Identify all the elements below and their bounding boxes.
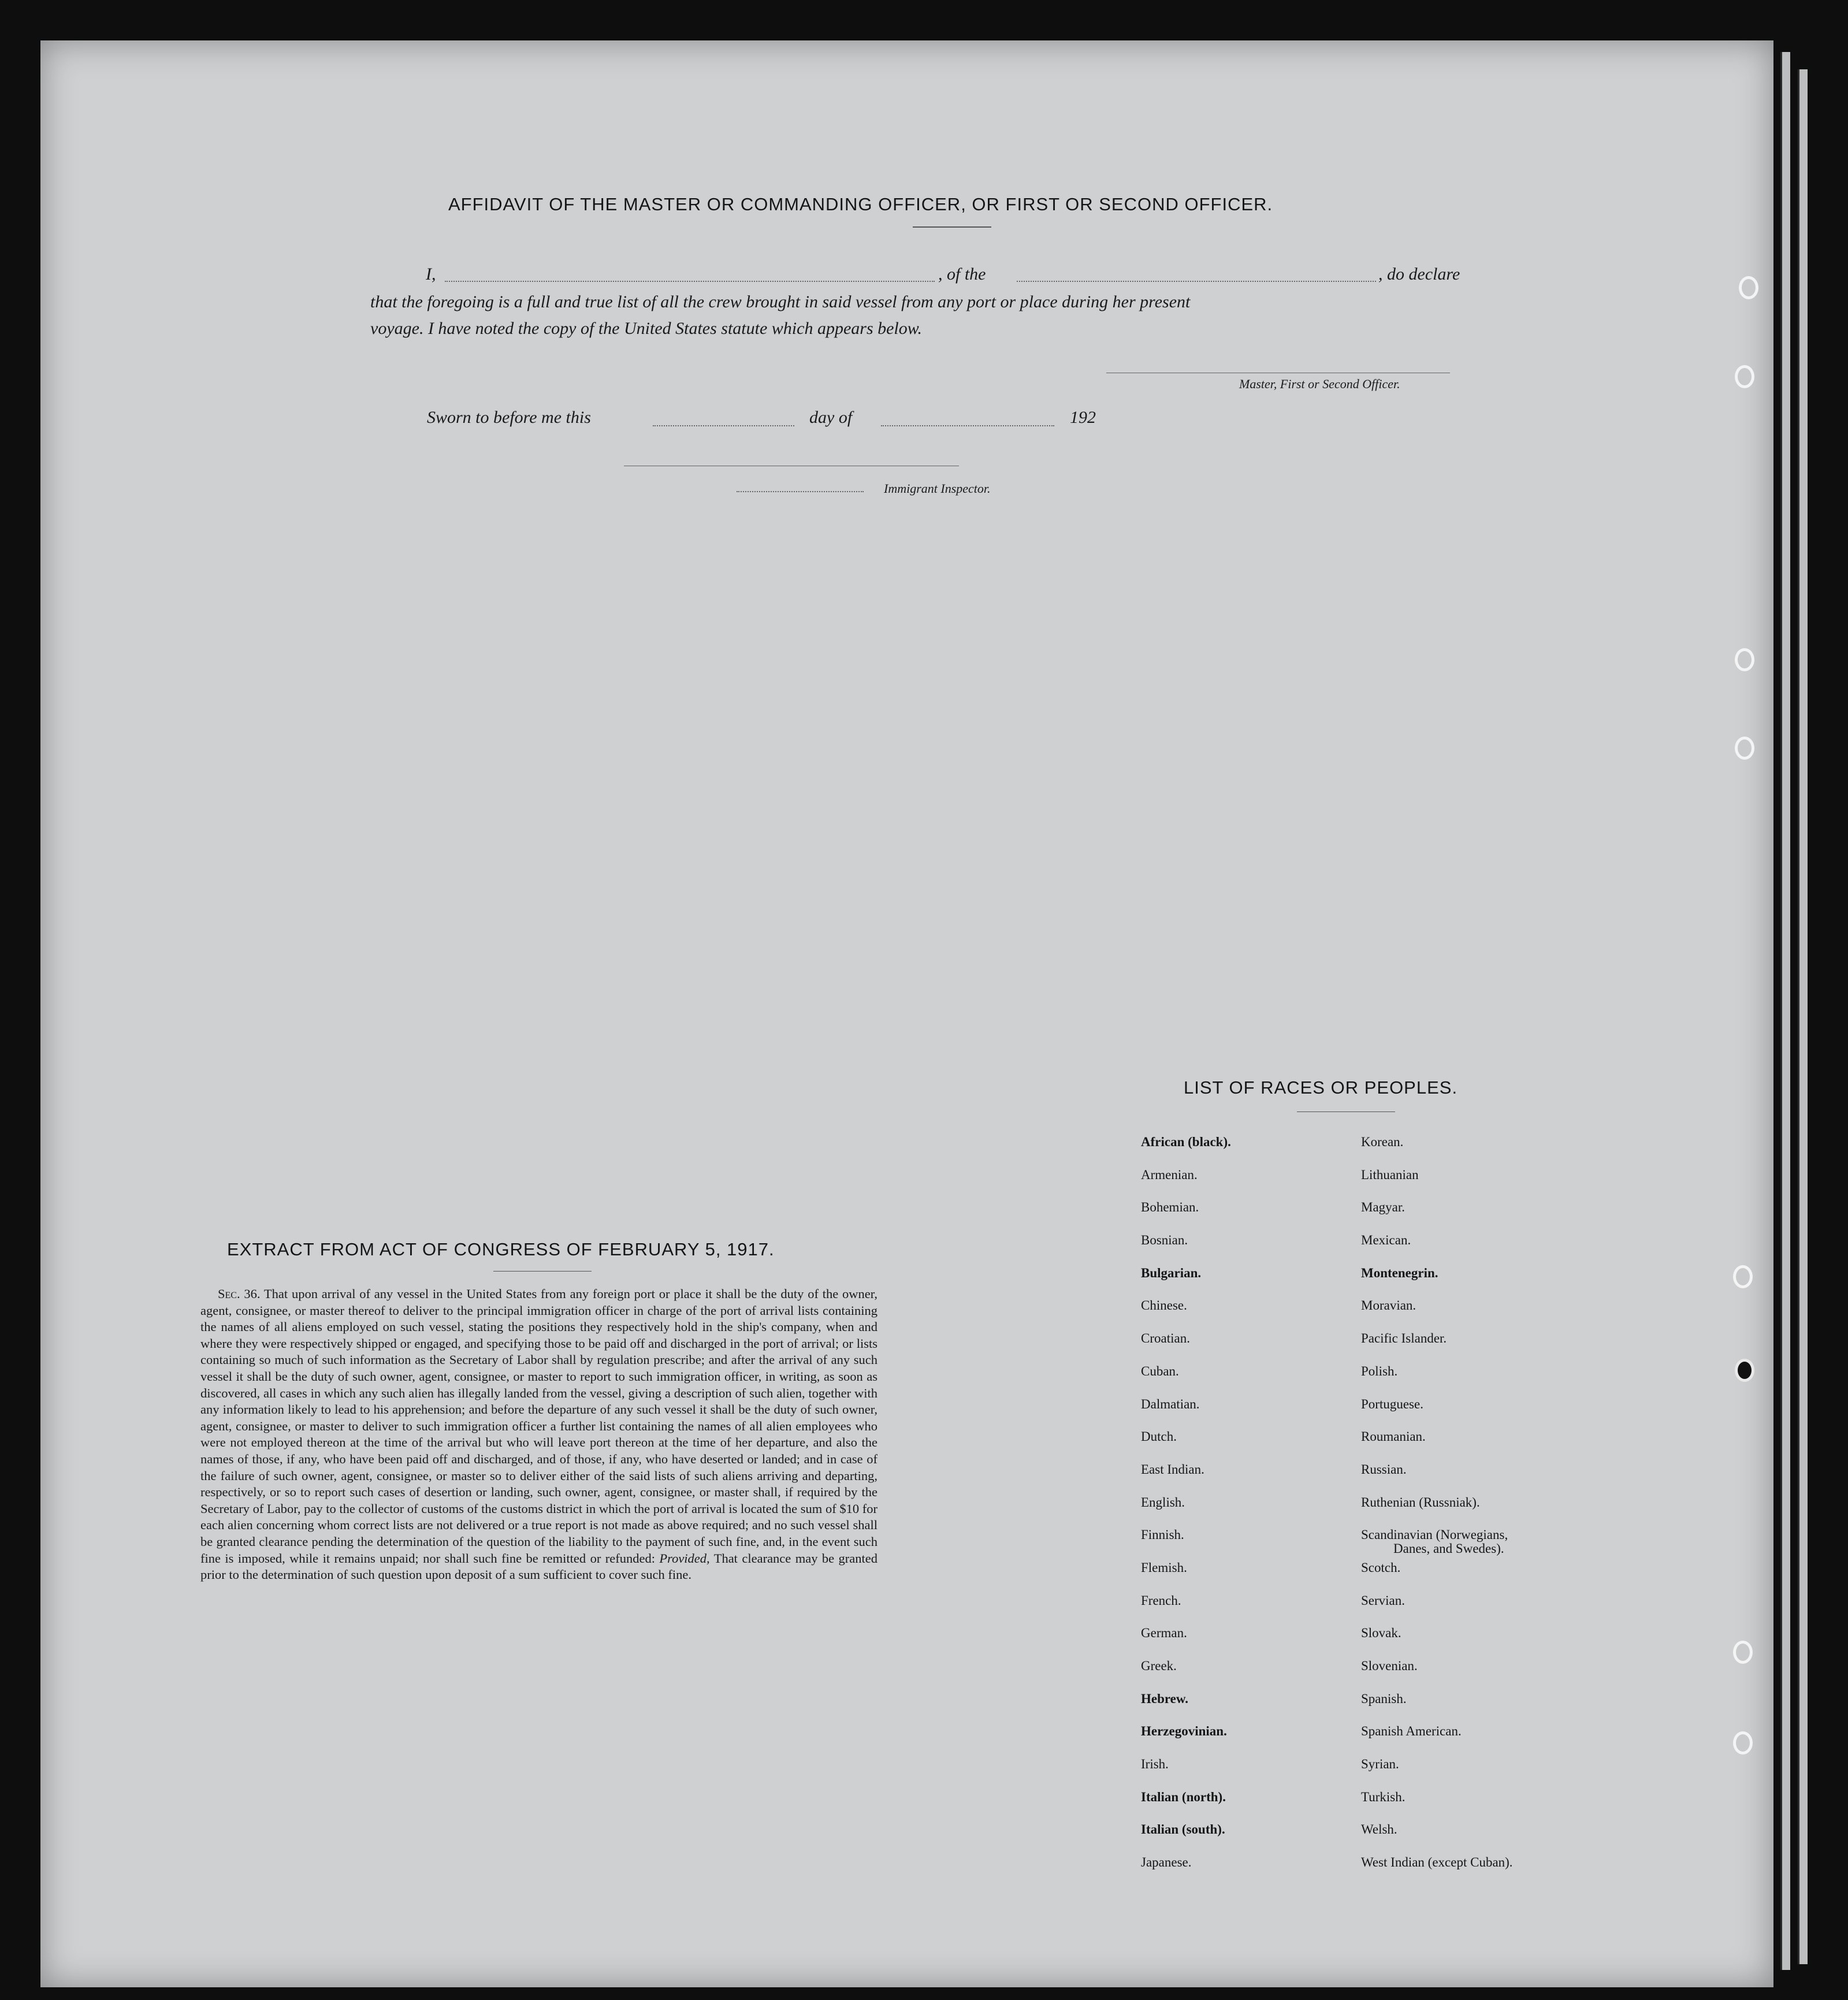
race-label: Scandinavian (Norwegians, bbox=[1361, 1527, 1508, 1542]
binder-hole bbox=[1733, 1731, 1753, 1754]
section-label: Sec. 36. bbox=[218, 1287, 261, 1301]
race-item bbox=[1141, 1823, 1231, 1856]
race-label: Spanish. bbox=[1361, 1691, 1407, 1706]
binder-hole bbox=[1733, 1265, 1753, 1288]
race-label: Magyar. bbox=[1361, 1200, 1405, 1215]
race-label: German. bbox=[1141, 1626, 1187, 1641]
race-label: Dutch. bbox=[1141, 1429, 1177, 1444]
extract-body bbox=[200, 1286, 877, 1583]
race-label: Bohemian. bbox=[1141, 1200, 1199, 1215]
race-item bbox=[1141, 1332, 1231, 1365]
race-item bbox=[1141, 1365, 1231, 1397]
race-label: Irish. bbox=[1141, 1757, 1169, 1772]
extract-body-part1: That upon arrival of any vessel in the United States from any foreign port or place it shall be the duty of the owner, agent, consignee, or master thereof to deliver to the principal immigration officer in charge of the port of arrival lists containing the names of all aliens employed on such vessel, stating the positions they respectively hold in the ship's company, when and where they were respectively shipped or engaged, and specifying those to be paid off and discharged in the port of arrival; or lists containing so much of such information as the Secretary of Labor shall by regulation prescribe; and after the arrival of any such vessel it shall be the duty of such owner, agent, consignee, or master to report to such immigration officer, in writing, as soon as discovered, all cases in which any such alien has illegally landed from the vessel, giving a description of such alien, together with any information likely to lead to his apprehension; and before the departure of any such vessel it shall be the duty of such owner, agent, consignee, or master to deliver to such immigration officer a further list containing the names of all alien employees who were not employed thereon at the time of the arrival but who will leave port thereon at the time of her departure, and also the names of those, if any, who have been paid off and discharged, and of those, if any, who have deserted or landed; and in case of the failure of such owner, agent, consignee, or master so to deliver either of the said lists of such aliens arriving and departing, respectively, or so to report such cases of desertion or landing, such owner, agent, consignee, or master shall, if required by the Secretary of Labor, pay to the collector of customs of the customs district in which the port of arrival is located the sum of $10 for each alien concerning whom correct lists are not delivered or a true report is not made as above required; and no such vessel shall be granted clearance pending the determination of the question of the liability to the payment of such fine, and, in the event such fine is imposed, while it remains unpaid; nor shall such fine be remitted or refunded: bbox=[200, 1287, 878, 1566]
inspector-caption: Immigrant Inspector. bbox=[884, 481, 991, 496]
race-label: Portuguese. bbox=[1361, 1396, 1423, 1411]
race-label: East Indian. bbox=[1141, 1462, 1204, 1477]
race-label: Flemish. bbox=[1141, 1560, 1187, 1575]
binder-hole bbox=[1735, 648, 1754, 671]
race-item bbox=[1361, 1561, 1513, 1594]
race-label: Mexican. bbox=[1361, 1233, 1411, 1248]
affidavit-of-the: , of the bbox=[938, 265, 986, 284]
race-item bbox=[1141, 1430, 1231, 1463]
race-item bbox=[1361, 1626, 1513, 1659]
sworn-day-blank bbox=[653, 425, 794, 426]
race-label: Japanese. bbox=[1141, 1855, 1192, 1870]
affidavit-heading: AFFIDAVIT OF THE MASTER OR COMMANDING OFFICER, OR FIRST OR SECOND OFFICER. bbox=[448, 194, 1273, 214]
race-label: Bulgarian. bbox=[1141, 1265, 1202, 1280]
race-label: Roumanian. bbox=[1361, 1429, 1426, 1444]
extract-heading-rule bbox=[493, 1271, 592, 1272]
binder-hole bbox=[1735, 1359, 1754, 1382]
race-item bbox=[1141, 1757, 1231, 1790]
binder-hole bbox=[1735, 737, 1754, 760]
race-item bbox=[1141, 1594, 1231, 1627]
race-label: Slovak. bbox=[1361, 1626, 1401, 1641]
vessel-blank bbox=[1017, 281, 1376, 282]
races-heading-rule bbox=[1297, 1111, 1395, 1112]
race-label: Syrian. bbox=[1361, 1757, 1399, 1772]
binder-hole bbox=[1739, 276, 1758, 299]
race-label: French. bbox=[1141, 1593, 1181, 1608]
race-label: Russian. bbox=[1361, 1462, 1407, 1477]
race-label: Turkish. bbox=[1361, 1789, 1405, 1804]
race-item bbox=[1141, 1463, 1231, 1496]
signature-caption: Master, First or Second Officer. bbox=[1239, 377, 1400, 391]
race-item bbox=[1141, 1626, 1231, 1659]
race-label: Cuban. bbox=[1141, 1363, 1179, 1378]
page-edge bbox=[1780, 52, 1790, 1970]
race-label: Montenegrin. bbox=[1361, 1265, 1438, 1280]
race-item bbox=[1361, 1397, 1513, 1430]
race-label: Spanish American. bbox=[1361, 1724, 1462, 1739]
race-label: Armenian. bbox=[1141, 1167, 1198, 1182]
affidavit-line-2: that the foregoing is a full and true list of all the crew brought in said vessel from any port or place during her present bbox=[370, 292, 1191, 311]
race-item bbox=[1361, 1496, 1513, 1529]
race-item bbox=[1361, 1724, 1513, 1757]
sworn-month-blank bbox=[881, 425, 1054, 426]
race-item bbox=[1141, 1496, 1231, 1529]
race-item bbox=[1361, 1365, 1513, 1397]
sworn-text: Sworn to before me this bbox=[427, 408, 591, 427]
race-item bbox=[1141, 1692, 1231, 1725]
race-item bbox=[1361, 1168, 1513, 1201]
race-label: Servian. bbox=[1361, 1593, 1405, 1608]
race-item bbox=[1141, 1397, 1231, 1430]
race-label: Italian (south). bbox=[1141, 1822, 1225, 1837]
race-label: Italian (north). bbox=[1141, 1789, 1226, 1804]
race-label: Slovenian. bbox=[1361, 1659, 1418, 1673]
affidavit-do-declare: , do declare bbox=[1378, 265, 1460, 284]
races-heading: LIST OF RACES OR PEOPLES. bbox=[1184, 1077, 1458, 1098]
extract-heading: EXTRACT FROM ACT OF CONGRESS OF FEBRUARY 5, 1917. bbox=[227, 1239, 775, 1259]
race-item bbox=[1361, 1299, 1513, 1332]
day-of-text: day of bbox=[809, 408, 853, 427]
page-edge bbox=[1798, 69, 1808, 1964]
heading-rule bbox=[913, 226, 991, 228]
race-label: Herzegovinian. bbox=[1141, 1724, 1227, 1739]
race-item bbox=[1141, 1790, 1231, 1823]
race-label-continued: Danes, and Swedes). bbox=[1393, 1541, 1504, 1556]
provided-word: Provided, bbox=[659, 1551, 710, 1566]
affidavit-line-3: voyage. I have noted the copy of the United States statute which appears below. bbox=[370, 319, 923, 338]
binder-hole bbox=[1733, 1641, 1753, 1664]
race-item bbox=[1361, 1200, 1513, 1233]
race-item bbox=[1361, 1135, 1513, 1168]
race-item bbox=[1141, 1856, 1231, 1889]
races-left-column bbox=[1141, 1135, 1231, 1889]
race-label: Moravian. bbox=[1361, 1298, 1416, 1313]
race-label: Greek. bbox=[1141, 1659, 1177, 1673]
race-item bbox=[1141, 1561, 1231, 1594]
race-item bbox=[1361, 1594, 1513, 1627]
race-label: Polish. bbox=[1361, 1363, 1398, 1378]
race-item bbox=[1361, 1266, 1513, 1299]
extract-body-part2: That clearance may be granted prior to the determination of such question upon deposit of a sum sufficient to cover such fine. bbox=[200, 1551, 878, 1582]
race-item bbox=[1361, 1659, 1513, 1692]
race-label: Hebrew. bbox=[1141, 1691, 1188, 1706]
race-item bbox=[1141, 1200, 1231, 1233]
race-item bbox=[1141, 1266, 1231, 1299]
race-label: Pacific Islander. bbox=[1361, 1331, 1447, 1346]
race-item bbox=[1141, 1233, 1231, 1266]
race-item bbox=[1361, 1757, 1513, 1790]
race-item bbox=[1141, 1135, 1231, 1168]
race-label: English. bbox=[1141, 1495, 1185, 1510]
race-label: Dalmatian. bbox=[1141, 1396, 1200, 1411]
race-item bbox=[1141, 1724, 1231, 1757]
race-item bbox=[1361, 1430, 1513, 1463]
race-item bbox=[1361, 1790, 1513, 1823]
race-item bbox=[1361, 1528, 1513, 1561]
race-item bbox=[1361, 1823, 1513, 1856]
race-label: Lithuanian bbox=[1361, 1167, 1419, 1182]
binder-hole bbox=[1735, 365, 1754, 388]
race-label: Chinese. bbox=[1141, 1298, 1187, 1313]
race-label: Croatian. bbox=[1141, 1331, 1190, 1346]
race-item bbox=[1361, 1233, 1513, 1266]
race-label: African (black). bbox=[1141, 1135, 1231, 1149]
races-right-column bbox=[1361, 1135, 1513, 1889]
race-label: Finnish. bbox=[1141, 1527, 1184, 1542]
race-item bbox=[1141, 1168, 1231, 1201]
year-text: 192 bbox=[1070, 408, 1096, 427]
race-label: Bosnian. bbox=[1141, 1233, 1188, 1248]
race-item bbox=[1141, 1528, 1231, 1561]
race-item bbox=[1361, 1463, 1513, 1496]
race-item bbox=[1361, 1332, 1513, 1365]
inspector-name-blank bbox=[737, 491, 864, 492]
name-blank bbox=[445, 281, 935, 282]
race-item bbox=[1141, 1299, 1231, 1332]
race-label: Korean. bbox=[1361, 1135, 1404, 1149]
race-item bbox=[1361, 1692, 1513, 1725]
race-item bbox=[1361, 1856, 1513, 1889]
race-label: West Indian (except Cuban). bbox=[1361, 1855, 1513, 1870]
race-item bbox=[1141, 1659, 1231, 1692]
race-label: Scotch. bbox=[1361, 1560, 1401, 1575]
race-label: Ruthenian (Russniak). bbox=[1361, 1495, 1480, 1510]
affidavit-i: I, bbox=[426, 265, 436, 284]
race-label: Welsh. bbox=[1361, 1822, 1397, 1837]
